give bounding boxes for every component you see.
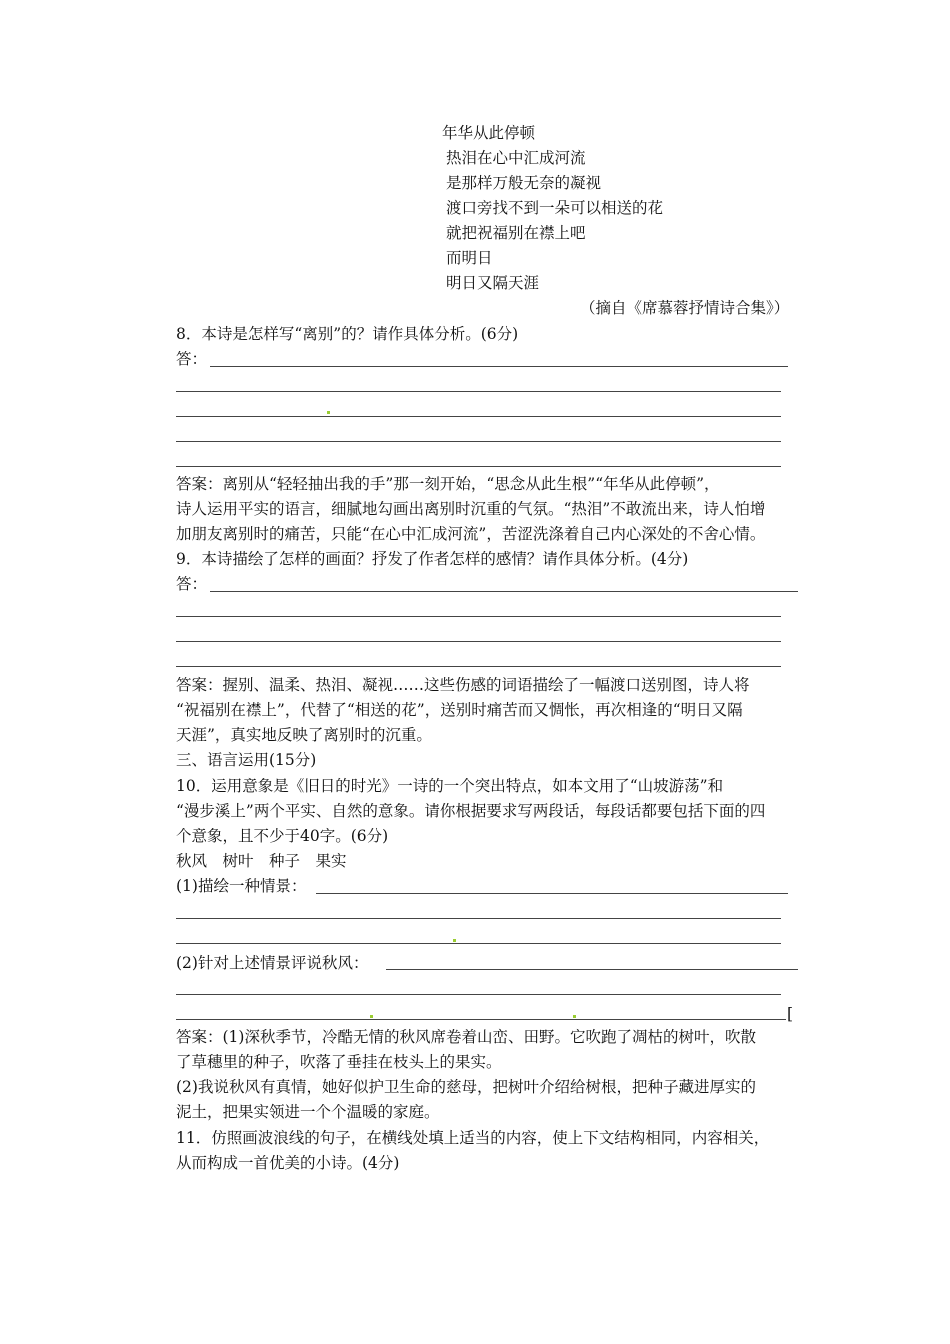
answer-text: 泥土，把果实领进一个个温暖的家庭。	[176, 1103, 440, 1121]
answer-line[interactable]	[176, 641, 781, 642]
stray-bracket: [	[787, 1005, 794, 1023]
speck-mark	[453, 939, 456, 942]
answer-line[interactable]	[386, 969, 798, 970]
section-heading: 三、语言运用(15分)	[176, 751, 317, 769]
speck-mark	[573, 1015, 576, 1018]
poem-line: 年华从此停顿	[442, 124, 536, 142]
answer-text: 天涯”，真实地反映了离别时的沉重。	[176, 726, 432, 744]
question-10: 10．运用意象是《旧日的时光》一诗的一个突出特点，如本文用了“山坡游荡”和	[176, 777, 724, 795]
answer-text: 答案：离别从“轻轻抽出我的手”那一刻开始，“思念从此生根”“年华从此停顿”，	[176, 475, 720, 493]
poem-line: 热泪在心中汇成河流	[446, 149, 586, 167]
question-10: 个意象，且不少于40字。(6分)	[176, 827, 389, 845]
poem-source: （摘自《席慕蓉抒情诗合集》）	[580, 299, 790, 317]
answer-line[interactable]	[176, 466, 781, 467]
speck-mark	[327, 411, 330, 414]
poem-line: 就把祝福别在襟上吧	[446, 224, 586, 242]
question-11: 从而构成一首优美的小诗。(4分)	[176, 1154, 400, 1172]
answer-label: 答：	[176, 350, 208, 368]
answer-text: 答案：握别、温柔、热泪、凝视……这些伤感的词语描绘了一幅渡口送别图，诗人将	[176, 676, 750, 694]
image-words: 秋风 树叶 种子 果实	[176, 852, 347, 870]
answer-label: 答：	[176, 575, 208, 593]
poem-line: 渡口旁找不到一朵可以相送的花	[446, 199, 664, 217]
poem-line: 明日又隔天涯	[446, 274, 540, 292]
question-10: “漫步溪上”两个平实、自然的意象。请你根据要求写两段话，每段话都要包括下面的四	[176, 802, 766, 820]
answer-line[interactable]	[316, 893, 788, 894]
answer-line[interactable]	[210, 591, 798, 592]
answer-text: (2)我说秋风有真情，她好似护卫生命的慈母，把树叶介绍给树根，把种子藏进厚实的	[176, 1078, 756, 1096]
answer-line[interactable]	[176, 441, 781, 442]
answer-text: 了草穗里的种子，吹落了垂挂在枝头上的果实。	[176, 1053, 502, 1071]
answer-text: 加朋友离别时的痛苦，只能“在心中汇成河流”，苦涩洗涤着自己内心深处的不舍心情。	[176, 525, 766, 543]
answer-line[interactable]	[176, 666, 781, 667]
question-9: 9．本诗描绘了怎样的画面？抒发了作者怎样的感情？请作具体分析。(4分)	[176, 550, 689, 568]
answer-line[interactable]	[176, 1019, 786, 1020]
answer-text: 诗人运用平实的语言，细腻地勾画出离别时沉重的气氛。“热泪”不敢流出来，诗人怕增	[176, 500, 766, 518]
speck-mark	[370, 1015, 373, 1018]
answer-line[interactable]	[210, 366, 788, 367]
question-8: 8．本诗是怎样写“离别”的？请作具体分析。(6分)	[176, 325, 519, 343]
answer-line[interactable]	[176, 391, 781, 392]
answer-line[interactable]	[176, 616, 781, 617]
answer-line[interactable]	[176, 918, 781, 919]
poem-line: 是那样万般无奈的凝视	[446, 174, 602, 192]
answer-line[interactable]	[176, 943, 781, 944]
answer-line[interactable]	[176, 416, 781, 417]
question-11: 11．仿照画波浪线的句子，在横线处填上适当的内容，使上下文结构相同，内容相关，	[176, 1129, 770, 1147]
answer-text: “祝福别在襟上”，代替了“相送的花”，送别时痛苦而又惆怅，再次相逢的“明日又隔	[176, 701, 743, 719]
answer-line[interactable]	[176, 994, 781, 995]
poem-line: 而明日	[446, 249, 493, 267]
part-2-label: (2)针对上述情景评说秋风：	[176, 954, 369, 972]
answer-text: 答案：(1)深秋季节，冷酷无情的秋风席卷着山峦、田野。它吹跑了凋枯的树叶，吹散	[176, 1028, 756, 1046]
part-1-label: (1)描绘一种情景：	[176, 877, 307, 895]
